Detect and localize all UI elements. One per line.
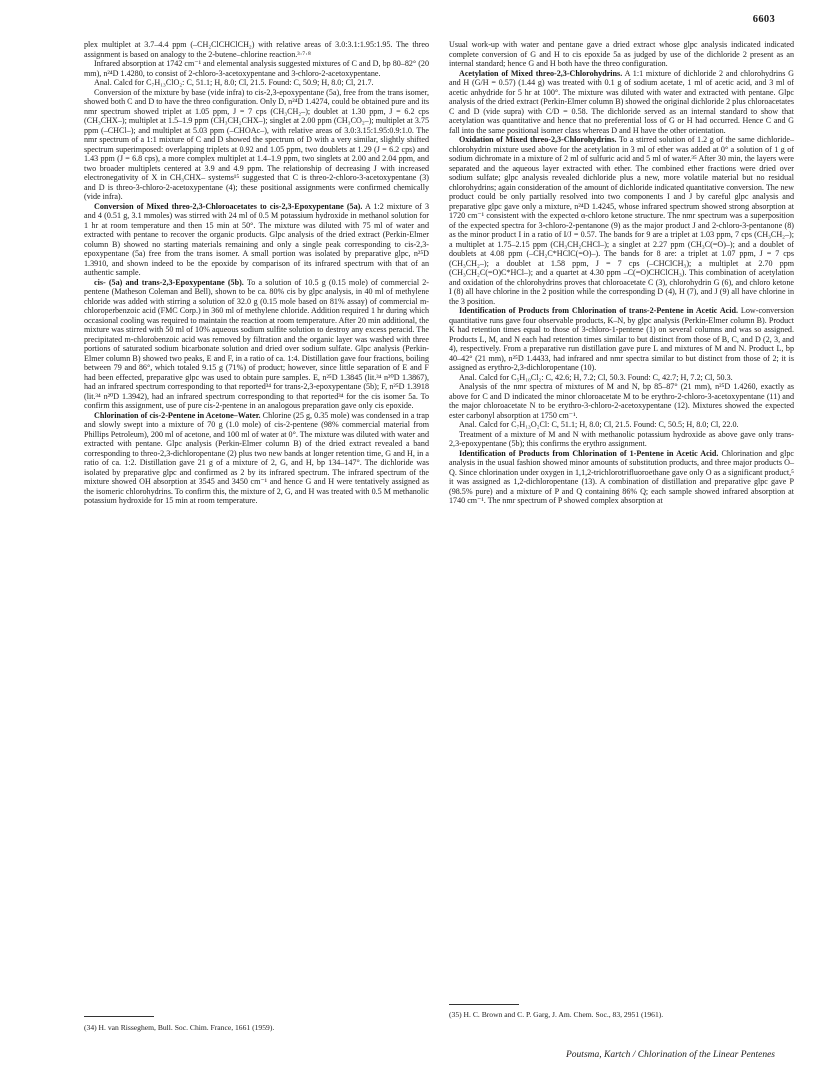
paragraph	[84, 40, 429, 59]
paragraph	[449, 430, 794, 449]
paragraph-text: To a solution of 10.5 g (0.15 mole) of commercial 2-pentene (Matheson Coleman and Bell), shown to be ca. 80% cis by glpc analysis, in 40 ml of methylene chloride was added with stirring a solution of 32.0 g (0.15 mole based on 81% assay) of commercial m-chloroperbenzoic acid (FMC Corp.) in 360 ml of methylene chloride. Addition required 1 hr during which occasional cooling was required to maintain the reaction at room temperature. After 20 min additional, the mixture was stirred with 50 ml of 10% aqueous sodium sulfite solution to destroy any excess peracid. The precipitated m-chlorobenzoic acid was removed by filtration and the organic layer was washed with three portions of saturated sodium bicarbonate solution and dried over sodium sulfate. Glpc analysis (Perkin-Elmer column B) showed two peaks, E and F, in a ratio of ca. 1:4. Distillation gave four fractions, boiling between 79 and 86°, which totaled 9.15 g (71%) of product; however, since little separation of E and F had been effected, preparative glpc was used to obtain pure samples. E, n²⁵D 1.3845 (lit.³⁴ n²⁰D 1.3867), had an infrared spectrum corresponding to that reported³⁴ for trans-2,3-epoxypentane (5b); F, n²⁵D 1.3918 (lit.³⁴ n²⁰D 1.3942), had an infrared spectrum corresponding to that reported³⁴ for the cis isomer 5a. To confirm this assignment, use of pure cis-2-pentene in an analogous preparation gave only cis epoxide.	[84, 277, 429, 410]
page-number: 6603	[752, 14, 775, 25]
paragraph	[449, 135, 794, 306]
paragraph-text: plex multiplet at 3.7–4.4 ppm (–CH₂ClCHClCH₂) with relative areas of 3.0:3.1:1.95:1.95. The threo assignment is based on analogy to the 2-butene–chlorine reaction.³·⁷·⁸	[84, 40, 429, 59]
paragraph	[84, 278, 429, 411]
paragraph	[449, 306, 794, 373]
paragraph-text: Analysis of the nmr spectra of mixtures of M and N, bp 85–87° (21 mm), n²⁵D 1.4260, exactly as above for C and D indicated the minor chloroacetate M to be erythro-2-chloro-3-acetoxypentane (11) and the major chloroacetate N to be erythro-3-chloro-2-acetoxypentane (12). Mixtures showed the expected ester carbonyl absorption at 1750 cm⁻¹.	[449, 382, 794, 420]
paragraph	[84, 78, 429, 88]
paragraph-text: Treatment of a mixture of M and N with methanolic potassium hydroxide as above gave only trans-2,3-epoxypentane (5b); this confirms the erythro assignment.	[449, 429, 794, 448]
paragraph	[84, 202, 429, 278]
paragraph-text: Conversion of the mixture by base (vide infra) to cis-2,3-epoxypentane (5a), free from the trans isomer, showed both C and D to have the threo configuration. Only D, n²⁴D 1.4274, could be obtained pure and its nmr spectrum showed triplet at 1.05 ppm, J = 7 cps (CH₃CH₂–); doublet at 1.30 ppm, J = 6.2 cps (CH₃CHX–); multiplet at 1.5–1.9 ppm (CH₃CH₂CHX–); singlet at 2.00 ppm (CH₃CO₂–); multiplet at 3.75 ppm (–CHCl–); and multiplet at 5.03 ppm (–CHOAc–), with relative areas of 3.0:3.15:1.95:0.9:1.0. The nmr spectrum of a 1:1 mixture of C and D showed the spectrum of D with a very similar, slightly shifted spectrum superimposed: overlapping triplets at 0.92 and 1.05 ppm, two doublets at 1.29 (J = 6.2 cps) and 1.43 ppm (J = 6.8 cps), a more complex multiplet at 1.4–1.9 ppm, two singlets at 2.00 and 2.04 ppm, and two broader multiplets centered at 3.9 and 4.9 ppm. The relationship of decreasing J with increased electronegativity of X in CH₃CHX– systems¹⁵ suggested that C is threo-2-chloro-3-acetoxypentane (3) and D is threo-3-chloro-2-acetoxypentane (4); these positional assignments were confirmed chemically (vide infra).	[84, 87, 430, 201]
paragraph-text: Low-conversion quantitative runs gave four observable products, K–N, by glpc analysis (Perkin-Elmer column B). Product K had retention times equal to those of 3-chloro-1-pentene (1) on several columns and was so assigned. Products L, M, and N each had retention times similar to but distinct from those of B, C, and D (2, 3, and 4), respectively. From a preparative run distillation gave pure L and mixtures of M and N. Product L, bp 40–42° (21 mm), n²⁵D 1.4433, had infrared and nmr spectra similar to but distinct from those of 2; it is assigned as erythro-2,3-dichloropentane (10).	[449, 306, 794, 372]
footnote-34: (34) H. van Risseghem, Bull. Soc. Chim. France, 1661 (1959).	[84, 1023, 275, 1032]
paragraph-text: A 1:2 mixture of 3 and 4 (0.51 g, 3.1 mmoles) was stirred with 24 ml of 0.5 M potassium hydroxide in methanol solution for 1 hr at room temperature and then 15 min at 50°. The mixture was diluted with 75 ml of water and extracted with pentane to recover the organic products. Glpc analysis of the dried extract (Perkin-Elmer column B) showed no starting materials remaining and only a single peak corresponding to cis-2,3-epoxypentane (5a) free from the trans isomer. A small portion was isolated by preparative glpc, n²⁵D 1.3910, and shown indeed to be the epoxide by comparison of its infrared spectrum with that of an authentic sample.	[84, 201, 429, 277]
footnote-rule-right	[449, 1004, 519, 1005]
footnote-rule-left	[84, 1016, 154, 1017]
paragraph-text: Anal. Calcd for C₇H₁₃O₂Cl: C, 51.1; H, 8.0; Cl, 21.5. Found: C, 50.5; H, 8.0; Cl, 22.0.	[459, 420, 739, 429]
paragraph-heading: Oxidation of Mixed threo-2,3-Chlorohydrins.	[459, 135, 617, 144]
paragraph-text: Chlorination and glpc analysis in the usual fashion showed minor amounts of substitution products, and three major products O–Q. Since chlorination under oxygen in 1,1,2-trichlorotrifluoroethane gave only O as a significant product,⁵ it was assigned as 1,2-dichloropentane (13). A combination of distillation and preparative glpc gave P (98.5% pure) and a mixture of P and Q containing 86% Q; each sample showed infrared absorption at 1740 cm⁻¹. The nmr spectrum of P showed complex absorption at	[449, 448, 794, 505]
paragraph	[84, 59, 429, 78]
paragraph-text: Anal. Calcd for C₅H₁₀Cl₂: C, 42.6; H, 7.2; Cl, 50.3. Found: C, 42.7; H, 7.2; Cl, 50.3.	[459, 372, 733, 382]
paragraph	[449, 40, 794, 69]
paragraph	[84, 411, 429, 506]
paragraph-text: Anal. Calcd for C₇H₁₃ClO₂: C, 51.1; H, 8.0; Cl, 21.5. Found: C, 50.9; H, 8.0; Cl, 21.7.	[94, 78, 374, 87]
paragraph	[84, 88, 429, 202]
paragraph-text: A 1:1 mixture of dichloride 2 and chlorohydrins G and H (G/H = 0.57) (1.44 g) was treated with 0.1 g of sodium acetate, 1 ml of acetic acid, and 3 ml of acetic anhydride for 5 hr at 100°. The mixture was diluted with water and extracted with pentane. Glpc analysis of the dried extract (Perkin-Elmer column B) showed the original dichloride 2 plus chloroacetates C and D (vide supra) with C/D = 0.58. The dichloride served as an internal standard to show that acetylation was quantitative and hence that no preferential loss of G or H had occurred. Hence C and G fall into the same positional isomer class whereas D and H have the other orientation.	[449, 68, 794, 135]
paragraph-heading: Acetylation of Mixed threo-2,3-Chlorohydrins.	[459, 68, 623, 78]
paragraph-text: To a stirred solution of 1.2 g of the same dichloride–chlorohydrin mixture used above for the acetylation in 3 ml of ether was added at 0° a solution of 1 g of sodium dichromate in a mixture of 2 ml of sulfuric acid and 5 ml of water.³⁵ After 30 min, the layers were separated and the aqueous layer extracted with ether. The combined ether fractions were dried over sodium sulfate; glpc analysis revealed dichloride plus a new, more volatile material but no residual chlorohydrins; again consideration of the amount of dichloride indicated quantitative conversion. The new product could be only partially resolved into two components I and J by careful glpc analysis and preparative glpc gave only a mixture, n²⁴D 1.4245, whose infrared spectrum showed strong absorption at 1720 cm⁻¹ consistent with the expected α-chloro ketone structure. The nmr spectrum was a superposition of the expected spectra for 3-chloro-2-pentanone (9) as the major product J and 2-chloro-3-pentanone (8) as the minor product I in a ratio of I/J = 0.57. The bands for 9 are a triplet at 1.03 ppm, 7 cps (CH₃CH₂–); a multiplet at 1.75–2.15 ppm (CH₃CH₂CHCl–); a singlet at 2.27 ppm (CH₃C(=O)–); and a doublet of doublets at 4.08 ppm (–CH₂C*HClC(=O)–). The bands for 8 are: a triplet at 1.07 ppm, J = 7 cps (CH₃CH₂–); a doublet at 1.58 ppm, J = 7 cps (–CHClCH₃); a multiplet at 2.70 ppm (CH₃CH₂C(=O)C*HCl–); and a quartet at 4.30 ppm –C(=O)CHClCH₃). This combination of acetylation and oxidation of the chlorohydrins proves that chloroacetate C (3), chlorohydrin G (6), and chloro ketone I (8) all have chlorine in the 2 position while the corresponding D (4), H (7), and J (9) all have chlorine in the 3 position.	[449, 135, 795, 306]
paragraph	[449, 382, 794, 420]
paragraph-text: Chlorine (25 g, 0.35 mole) was condensed in a trap and slowly swept into a mixture of 70 g (1.0 mole) of cis-2-pentene (98% commercial material from Phillips Petroleum), 200 ml of acetone, and 100 ml of water at 0°. The mixture was diluted with water and extracted with pentane. Glpc analysis (Perkin-Elmer column B) of the dried extract revealed a band corresponding to threo-2,3-dichloropentane (2) plus two new bands at longer retention time, G and H, in a ratio of ca. 1:2. Distillation gave 21 g of a mixture of 2, G, and H, bp 134–147°. The dichloride was isolated by preparative glpc and confirmed as 2 by its infrared spectrum. The infrared spectrum of the mixture showed OH absorption at 3545 and 3450 cm⁻¹ and hence G and H were tentatively assigned as the isomeric chlorohydrins. To confirm this, the mixture of 2, G, and H was treated with 0.5 M methanolic potassium hydroxide for 15 min at room temperature.	[84, 410, 429, 505]
paragraph-heading: Chlorination of cis-2-Pentene in Acetone–Water.	[94, 410, 261, 420]
paragraph	[449, 373, 794, 383]
paragraph-heading: cis- (5a) and trans-2,3-Epoxypentane (5b).	[94, 277, 244, 287]
paragraph-heading: Identification of Products from Chlorination of trans-2-Pentene in Acetic Acid.	[459, 306, 739, 315]
footnote-35: (35) H. C. Brown and C. P. Garg, J. Am. Chem. Soc., 83, 2951 (1961).	[449, 1010, 664, 1019]
paragraph-text: Infrared absorption at 1742 cm⁻¹ and elemental analysis suggested mixtures of C and D, bp 80–82° (20 mm), n²⁴D 1.4280, to consist of 2-chloro-3-acetoxypentane and 3-chloro-2-acetoxypentane.	[84, 59, 429, 78]
paragraph-text: Usual work-up with water and pentane gave a dried extract whose glpc analysis indicated indicated complete conversion of G and H to cis epoxide 5a as judged by use of the dichloride 2 present as an internal standard; hence G and H both have the threo configuration.	[449, 40, 794, 68]
left-column	[84, 40, 429, 506]
paragraph	[449, 69, 794, 136]
running-footer: Poutsma, Kartch / Chlorination of the Linear Pentenes	[566, 1050, 775, 1060]
paragraph	[449, 449, 794, 506]
paragraph-heading: Identification of Products from Chlorination of 1-Pentene in Acetic Acid.	[459, 448, 719, 458]
paragraph	[449, 420, 794, 430]
right-column	[449, 40, 794, 506]
paragraph-heading: Conversion of Mixed threo-2,3-Chloroacetates to cis-2,3-Epoxypentane (5a).	[94, 201, 363, 211]
